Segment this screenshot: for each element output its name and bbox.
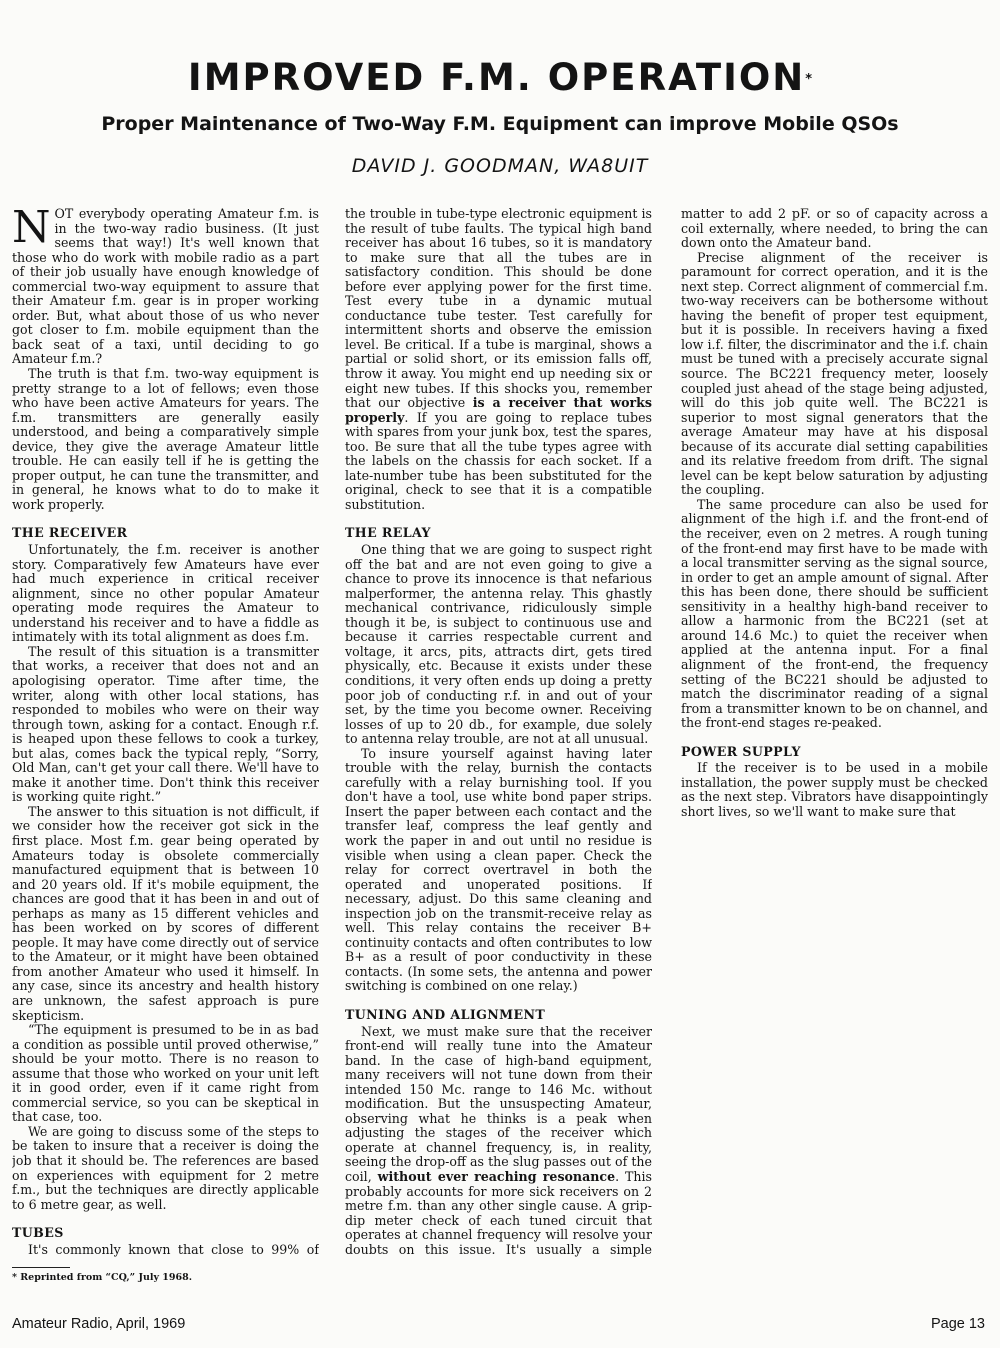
tubes-text-a: the trouble in tube-type electronic equipment is the result of tube faults. The typical high band receiver has about 16 tubes, so it is mandatory to make sure that all the tubes are in satisfactory condition. This should be done before ever applying power for the first time. Test every tube in a dynamic mutual conductance tube tester. Test carefully for intermittent shorts and observe the emission level. Be critical. If a tube is marginal, shows a partial or solid short, or its emission falls off, throw it away. You might end up needing six or eight new tubes. If this shocks you, remember that our objective	[345, 207, 652, 411]
tubes-paragraph	[345, 207, 652, 512]
receiver-paragraph-4: “The equipment is presumed to be in as bad a condition as possible until proved otherwise,” should be your motto. There is no reason to assume that those who worked on your unit left it in good order, even if it came right from commercial service, so you can be skeptical in that case, too.	[12, 1022, 319, 1125]
title-text: IMPROVED F.M. OPERATION	[187, 56, 806, 99]
footnote: * Reprinted from “CQ,” July 1968.	[12, 1272, 193, 1283]
tuning-text-a: Next, we must make sure that the receiver front-end will really tune into the Amateur band. In the case of high-band equipment, many receivers will not tune down from their intended 150 Mc. range to 146 Mc. without modification. But the unsuspecting Amateur, observing what he thinks is a peak when adjusting the stages of the receiver which operate at channel frequency, is, in reality, seeing the drop-off as the slug passes out of the coil,	[345, 1023, 652, 1184]
author-byline: DAVID J. GOODMAN, WA8UIT	[351, 155, 649, 177]
footnote-rule	[12, 1267, 70, 1268]
tuning-paragraph-3: The same procedure can also be used for alignment of the high i.f. and the front-end of the receiver, even on 2 metres. A rough tuning of the front-end may first have to be made with a local transmitter serving as the signal source, in order to get an ample amount of signal. After this has been done, there should be sufficient sensitivity in a healthy high-band receiver to allow a harmonic from the BC221 (set at around 14.6 Mc.) to quiet the receiver when applied at the antenna input. For a final alignment of the front-end, the frequency setting of the BC221 should be adjusted to match the discriminator reading of a signal from a transmitter known to be on channel, and the front-end stages re-peaked.	[681, 496, 988, 731]
heading-relay: THE RELAY	[345, 525, 431, 541]
tuning-paragraph-1	[345, 1025, 652, 1258]
tubes-text-b: . If you are going to replace tubes with spares from your junk box, test the spares, too. Be sure that all the tube types agree with the labels on the chassis for each socket. If a late-number tube has been substituted for the original, check to see that it is a compatible substitution.	[345, 409, 652, 512]
receiver-paragraph-1: Unfortunately, the f.m. receiver is another story. Comparatively few Amateurs have ever had much experience in critical receiver alignment, since no other popular Amateur operating mode requires the Amateur to understand his receiver and to have a fiddle as intimately with its total alignment as does f.m.	[12, 542, 319, 645]
heading-tuning: TUNING AND ALIGNMENT	[345, 1006, 546, 1022]
heading-power-supply: POWER SUPPLY	[681, 743, 801, 759]
tuning-emphasis: without ever reaching resonance	[377, 1169, 616, 1184]
column-2	[345, 207, 652, 1267]
receiver-paragraph-5: We are going to discuss some of the steps to be taken to insure that a receiver is doing the job that it should be. The references are based on experiences with equipment for 2 metre f.m., but the techniques are directly applicable to 6 metre gear, as well.	[12, 1123, 319, 1212]
intro-text: OT everybody operating Amateur f.m. is in the two-way radio business. (It just seems that way!) It's well known that those who do work with mobile radio as a part of their job usually have enough knowledge of commercial two-way equipment to assure that their Amateur f.m. gear is in proper working order. But, what about those of us who never got closer to f.m. mobile equipment than the back seat of a taxi, until deciding to go Amateur f.m.?	[12, 207, 319, 367]
title-footnote-mark: *	[805, 72, 813, 87]
intro-paragraph-2: The truth is that f.m. two-way equipment is pretty strange to a lot of fellows; even those who have been active Amateurs for years. The f.m. transmitters are generally easily understood, and being a comparatively simple device, they give the average Amateur little trouble. He can easily tell if he is getting the proper output, he can tune the transmitter, and in general, he knows what to do to make it work properly.	[12, 366, 319, 512]
drop-cap: N	[12, 207, 51, 253]
power-paragraph-1: If the receiver is to be used in a mobile installation, the power supply must be checked as the next step. Vibrators have disappointingly short lives, so we'll want to make sure that	[681, 760, 988, 819]
tubes-emphasis: is a receiver that works properly	[345, 395, 652, 425]
tuning-paragraph-1	[681, 207, 988, 251]
receiver-paragraph-3: The answer to this situation is not difficult, if we consider how the receiver got sick in the first place. Most f.m. gear being operated by Amateurs today is obsolete commercially manufactured equipment that is between 10 and 20 years old. If it's mobile equipment, the chances are good that it has been in and out of perhaps as many as 15 different vehicles and has been worked on by scores of different people. It may have come directly out of service to the Amateur, or it might have been obtained from another Amateur who used it himself. In any case, since its ancestry and health history are unknown, the safest approach is pure skepticism.	[12, 803, 319, 1023]
heading-receiver: THE RECEIVER	[12, 525, 128, 541]
heading-tubes: TUBES	[12, 1225, 64, 1241]
column-3	[681, 207, 988, 1267]
publication-footer: Amateur Radio, April, 1969	[12, 1316, 186, 1332]
receiver-paragraph-2: The result of this situation is a transmitter that works, a receiver that does not and an apologising operator. Time after time, the writer, along with other local stations, has responded to mobiles who were on their way through town, asking for a contact. Enough r.f. is heaped upon these fellows to cook a turkey, but alas, comes back the typical reply, “Sorry, Old Man, can't get your call there. We'll have to make it another time. Don't think this receiver is working quite right.”	[12, 643, 319, 805]
tuning-text-b: matter to add 2 pF. or so of capacity across a coil externally, where needed, to bring the can down onto the Amateur band.	[681, 207, 988, 251]
intro-paragraph	[12, 207, 319, 367]
tuning-paragraph-2: Precise alignment of the receiver is paramount for correct operation, and it is the next step. Correct alignment of commercial f.m. two-way receivers can be bothersome without having the benefit of proper test equipment, but it is possible. In receivers having a fixed low i.f. filter, the discriminator and the i.f. chain must be tuned with a precisely accurate signal source. The BC221 frequency meter, loosely coupled just ahead of the stage being adjusted, will do this job quite well. The BC221 is superior to most signal generators that the average Amateur may have at his disposal because of its accurate dial setting capabilities and its relative freedom from drift. The signal level can be kept below saturation by adjusting the coupling.	[681, 249, 988, 498]
article-subtitle: Proper Maintenance of Two-Way F.M. Equipment can improve Mobile QSOs	[101, 113, 899, 135]
column-1	[12, 207, 319, 1267]
article-title	[0, 56, 1000, 100]
tuning-text-b: . This probably accounts for more sick receivers on 2 metre f.m. than any other single cause. A grip-dip meter check of each tuned circuit that operates at channel frequency will resolve your doubts on this issue. It's usually a simple	[345, 1169, 652, 1257]
tubes-paragraph	[12, 1243, 319, 1258]
relay-paragraph-2: To insure yourself against having later trouble with the relay, burnish the contacts carefully with a relay burnishing tool. If you don't have a tool, use white bond paper strips. Insert the paper between each contact and the transfer leaf, compress the leaf gently and work the paper in and out until no residue is visible when using a clean paper. Check the relay for correct overtravel in both the operated and unoperated positions. If necessary, adjust. Do this same cleaning and inspection job on the transmit-receive relay as well. This relay contains the receiver B+ continuity contacts and often contributes to low B+ as a result of poor conductivity in these contacts. (In some sets, the antenna and power switching is combined on one relay.)	[345, 745, 652, 994]
relay-paragraph-1: One thing that we are going to suspect right off the bat and are not even going to give a chance to prove its innocence is that nefarious malperformer, the antenna relay. This ghastly mechanical contrivance, ridiculously simple though it be, is subject to continuous use and because it carries respectable current and voltage, it arcs, pits, attracts dirt, gets tired physically, etc. Because it exists under these conditions, it very often ends up doing a pretty poor job of conducting r.f. in and out of your set, by the time you become owner. Receiving losses of up to 20 db., for example, due solely to antenna relay trouble, are not at all unusual.	[345, 542, 652, 747]
page-number: Page 13	[930, 1316, 985, 1332]
tubes-text-a: It's commonly known that close to 99% of	[28, 1241, 319, 1257]
